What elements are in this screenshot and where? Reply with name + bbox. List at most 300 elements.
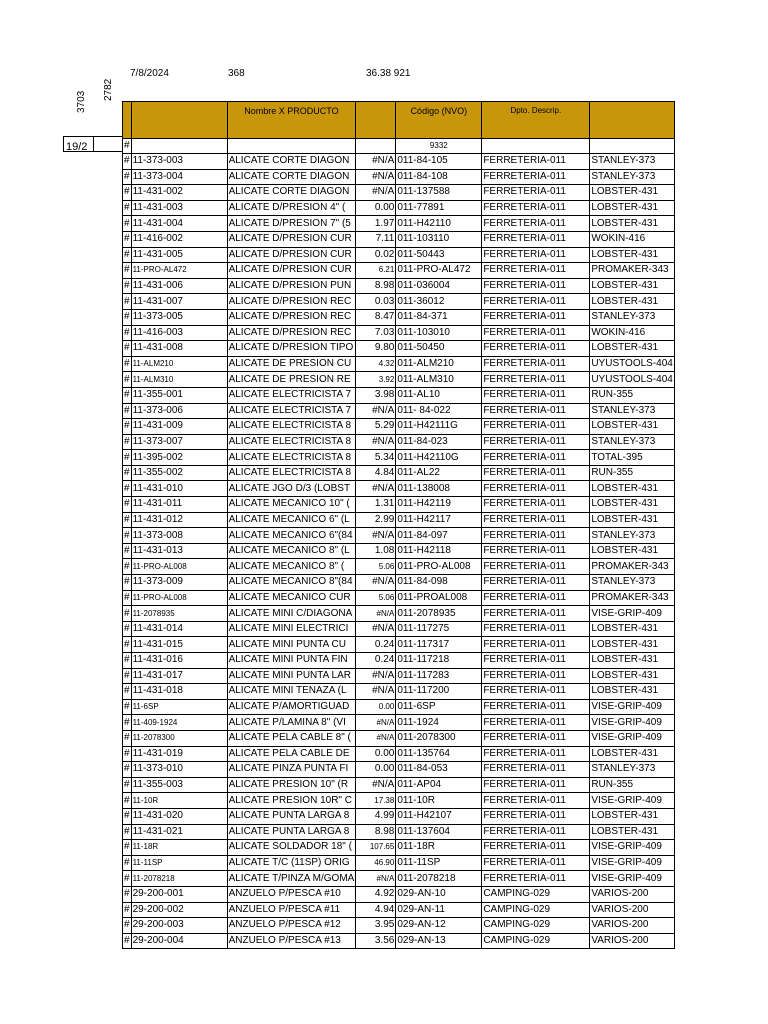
row-value: 0.00 [356,200,396,216]
row-brand: VISE-GRIP-409 [590,793,675,809]
row-hash: # [123,294,132,310]
row-value: 0.02 [356,247,396,263]
blank-cell [131,139,227,154]
row-code-nvo: 011-AL22 [396,465,482,481]
row-code-nvo: 011-36012 [396,294,482,310]
row-code: 11-355-002 [131,465,227,481]
row-value: 1.08 [356,543,396,559]
row-code-nvo: 011-84-108 [396,169,482,185]
table-row [123,715,675,731]
row-product-name: ALICATE ELECTRICISTA 8 [227,465,356,481]
row-hash: # [123,231,132,247]
row-value: 3.92 [356,372,396,388]
row-value: 5.06 [356,590,396,606]
row-code-nvo: 011-50443 [396,247,482,263]
table-row [123,684,675,700]
row-value: #N/A [356,715,396,731]
row-hash: # [123,450,132,466]
row-product-name: ANZUELO P/PESCA #12 [227,918,356,934]
row-code-nvo: 011-117317 [396,637,482,653]
row-hash: # [123,824,132,840]
row-hash: # [123,855,132,871]
row-hash: # [123,341,132,357]
row-code: 11-373-009 [131,575,227,591]
row-brand: LOBSTER-431 [590,668,675,684]
row-department: FERRETERIA-011 [482,528,590,544]
table-row [123,247,675,263]
row-department: FERRETERIA-011 [482,746,590,762]
row-product-name: ALICATE MINI PUNTA LAR [227,668,356,684]
row-code-nvo: 011-10R [396,793,482,809]
row-value: #N/A [356,777,396,793]
row-value: 0.03 [356,294,396,310]
row-code-nvo: 011-103010 [396,325,482,341]
row-value: #N/A [356,403,396,419]
table-row [123,840,675,856]
row-product-name: ANZUELO P/PESCA #11 [227,902,356,918]
table-row [123,403,675,419]
row-product-name: ALICATE MECANICO 6"(84 [227,528,356,544]
header-hash [123,102,132,139]
row-code-nvo: 011-11SP [396,855,482,871]
row-department: FERRETERIA-011 [482,715,590,731]
row-brand: VISE-GRIP-409 [590,715,675,731]
row-product-name: ANZUELO P/PESCA #13 [227,933,356,949]
row-value: #N/A [356,730,396,746]
row-product-name: ALICATE D/PRESION CUR [227,263,356,279]
row-code-nvo: 011-H42117 [396,512,482,528]
row-brand: STANLEY-373 [590,169,675,185]
row-value: 0.24 [356,637,396,653]
row-hash: # [123,918,132,934]
row-hash: # [123,169,132,185]
row-product-name: ALICATE D/PRESION REC [227,294,356,310]
row-hash: # [123,154,132,170]
row-brand: LOBSTER-431 [590,419,675,435]
row-department: FERRETERIA-011 [482,465,590,481]
row-product-name: ALICATE PRESION 10" (R [227,777,356,793]
row-product-name: ALICATE P/LAMINA 8" (VI [227,715,356,731]
table-row [123,528,675,544]
table-row [123,356,675,372]
row-product-name: ALICATE D/PRESION CUR [227,247,356,263]
row-brand: TOTAL-395 [590,450,675,466]
table-row [123,855,675,871]
row-brand: LOBSTER-431 [590,481,675,497]
table-row [123,512,675,528]
blank-code-nvo: 9332 [396,139,482,154]
row-value: #N/A [356,621,396,637]
row-department: FERRETERIA-011 [482,840,590,856]
row-brand: VISE-GRIP-409 [590,855,675,871]
row-product-name: ALICATE MECANICO CUR [227,590,356,606]
table-row [123,606,675,622]
row-code: 11-431-019 [131,746,227,762]
row-brand: LOBSTER-431 [590,497,675,513]
row-code-nvo: 011-77891 [396,200,482,216]
row-code: 11-373-010 [131,762,227,778]
row-code: 11-ALM310 [131,372,227,388]
row-code-nvo: 011-H42107 [396,808,482,824]
row-hash: # [123,621,132,637]
row-brand: LOBSTER-431 [590,653,675,669]
row-hash: # [123,777,132,793]
row-code: 11-373-005 [131,309,227,325]
row-product-name: ALICATE PUNTA LARGA 8 [227,824,356,840]
row-value: 6.21 [356,263,396,279]
row-value: #N/A [356,606,396,622]
row-code: 11-431-003 [131,200,227,216]
row-value: 4.99 [356,808,396,824]
row-hash: # [123,247,132,263]
row-product-name: ALICATE DE PRESION RE [227,372,356,388]
row-code-nvo: 011-84-053 [396,762,482,778]
row-hash: # [123,684,132,700]
row-product-name: ALICATE SOLDADOR 18" ( [227,840,356,856]
row-product-name: ALICATE MINI C/DIAGONA [227,606,356,622]
header-row [123,102,675,139]
table-row [123,762,675,778]
row-hash: # [123,512,132,528]
blank-cell [482,139,590,154]
row-code-nvo: 011-138008 [396,481,482,497]
row-code-nvo: 029-AN-13 [396,933,482,949]
row-product-name: ALICATE ELECTRICISTA 8 [227,450,356,466]
row-brand: VARIOS-200 [590,886,675,902]
row-brand: VISE-GRIP-409 [590,730,675,746]
row-code: 11-373-003 [131,154,227,170]
table-row [123,653,675,669]
row-brand: LOBSTER-431 [590,637,675,653]
row-value: 3.56 [356,933,396,949]
row-hash: # [123,200,132,216]
row-hash: # [123,387,132,403]
row-department: FERRETERIA-011 [482,668,590,684]
table-row [123,481,675,497]
row-value: 8.47 [356,309,396,325]
row-code-nvo: 011-2078935 [396,606,482,622]
row-department: FERRETERIA-011 [482,387,590,403]
row-department: FERRETERIA-011 [482,684,590,700]
row-code: 11-431-011 [131,497,227,513]
table-row [123,730,675,746]
row-brand: VISE-GRIP-409 [590,699,675,715]
row-value: #N/A [356,668,396,684]
row-code-nvo: 011-103110 [396,231,482,247]
row-hash: # [123,356,132,372]
header-department: Dpto. Descrip. [482,102,590,139]
row-product-name: ALICATE CORTE DIAGON [227,154,356,170]
row-product-name: ALICATE PINZA PUNTA FI [227,762,356,778]
row-value: #N/A [356,169,396,185]
table-row [123,169,675,185]
row-department: CAMPING-029 [482,902,590,918]
row-product-name: ALICATE MECANICO 6" (L [227,512,356,528]
row-department: CAMPING-029 [482,933,590,949]
row-brand: LOBSTER-431 [590,512,675,528]
row-product-name: ALICATE PELA CABLE DE [227,746,356,762]
blank-cell [356,139,396,154]
row-product-name: ALICATE D/PRESION PUN [227,278,356,294]
row-code-nvo: 011-18R [396,840,482,856]
row-product-name: ALICATE PELA CABLE 8" ( [227,730,356,746]
row-code-nvo: 011- 84-022 [396,403,482,419]
row-department: FERRETERIA-011 [482,278,590,294]
row-code: 11-431-008 [131,341,227,357]
row-product-name: ALICATE JGO D/3 (LOBST [227,481,356,497]
row-code-nvo: 011-50450 [396,341,482,357]
table-row [123,200,675,216]
row-code-nvo: 011-H42111G [396,419,482,435]
row-hash: # [123,902,132,918]
row-code-nvo: 011-ALM310 [396,372,482,388]
table-row [123,263,675,279]
row-brand: LOBSTER-431 [590,808,675,824]
row-code: 11-373-008 [131,528,227,544]
row-code: 11-431-018 [131,684,227,700]
row-department: FERRETERIA-011 [482,419,590,435]
table-row [123,808,675,824]
row-product-name: ALICATE MINI PUNTA CU [227,637,356,653]
row-department: FERRETERIA-011 [482,637,590,653]
table-row [123,699,675,715]
blank-hash: # [123,139,132,154]
row-department: FERRETERIA-011 [482,450,590,466]
row-department: FERRETERIA-011 [482,699,590,715]
header-brand [590,102,675,139]
row-code: 11-409-1924 [131,715,227,731]
table-row [123,668,675,684]
row-code-nvo: 011-036004 [396,278,482,294]
row-department: FERRETERIA-011 [482,653,590,669]
row-brand: RUN-355 [590,387,675,403]
row-code-nvo: 011-2078300 [396,730,482,746]
row-hash: # [123,216,132,232]
row-product-name: ALICATE CORTE DIAGON [227,169,356,185]
table-row [123,918,675,934]
row-code: 11-431-013 [131,543,227,559]
row-value: 8.98 [356,278,396,294]
row-brand: LOBSTER-431 [590,341,675,357]
row-product-name: ALICATE ELECTRICISTA 8 [227,434,356,450]
row-value: 4.94 [356,902,396,918]
row-value: 46.90 [356,855,396,871]
row-hash: # [123,278,132,294]
row-hash: # [123,559,132,575]
report-count: 368 [228,68,245,79]
row-code: 11-395-002 [131,450,227,466]
row-code: 11-431-005 [131,247,227,263]
row-code-nvo: 029-AN-10 [396,886,482,902]
row-brand: PROMAKER-343 [590,590,675,606]
row-hash: # [123,309,132,325]
row-product-name: ALICATE MINI TENAZA (L [227,684,356,700]
row-hash: # [123,762,132,778]
row-hash: # [123,575,132,591]
row-code-nvo: 011-H42118 [396,543,482,559]
row-hash: # [123,325,132,341]
row-brand: LOBSTER-431 [590,247,675,263]
table-row [123,575,675,591]
row-value: 3.95 [356,918,396,934]
row-code: 11-431-009 [131,419,227,435]
row-hash: # [123,481,132,497]
report-date: 7/8/2024 [130,68,169,79]
row-product-name: ALICATE D/PRESION REC [227,325,356,341]
table-row [123,387,675,403]
row-code: 11-431-014 [131,621,227,637]
row-code: 11-431-012 [131,512,227,528]
row-product-name: ALICATE P/AMORTIGUAD [227,699,356,715]
table-row [123,871,675,887]
row-hash: # [123,793,132,809]
row-department: FERRETERIA-011 [482,621,590,637]
row-department: FERRETERIA-011 [482,154,590,170]
row-code-nvo: 029-AN-12 [396,918,482,934]
row-product-name: ALICATE ELECTRICISTA 7 [227,387,356,403]
row-hash: # [123,497,132,513]
row-department: FERRETERIA-011 [482,434,590,450]
row-value: 0.24 [356,653,396,669]
row-product-name: ALICATE ELECTRICISTA 7 [227,403,356,419]
row-brand: VARIOS-200 [590,933,675,949]
row-department: FERRETERIA-011 [482,762,590,778]
row-product-name: ALICATE CORTE DIAGON [227,185,356,201]
table-row [123,497,675,513]
left-empty-cell [93,136,123,152]
row-hash: # [123,263,132,279]
row-code-nvo: 011-ALM210 [396,356,482,372]
row-product-name: ALICATE MECANICO 10" ( [227,497,356,513]
row-value: 5.06 [356,559,396,575]
row-hash: # [123,746,132,762]
product-table [122,101,675,949]
row-department: FERRETERIA-011 [482,169,590,185]
row-code-nvo: 011-PRO-AL008 [396,559,482,575]
row-code: 11-431-004 [131,216,227,232]
row-hash: # [123,637,132,653]
table-row [123,543,675,559]
row-department: FERRETERIA-011 [482,730,590,746]
row-code-nvo: 011-135764 [396,746,482,762]
table-row [123,746,675,762]
row-code: 11-11SP [131,855,227,871]
table-row [123,465,675,481]
table-row [123,372,675,388]
row-brand: LOBSTER-431 [590,824,675,840]
table-row [123,419,675,435]
blank-cell [227,139,356,154]
row-brand: LOBSTER-431 [590,684,675,700]
row-hash: # [123,653,132,669]
row-department: FERRETERIA-011 [482,341,590,357]
row-department: FERRETERIA-011 [482,263,590,279]
table-row [123,902,675,918]
row-product-name: ALICATE D/PRESION TIPO [227,341,356,357]
report-total: 36.38 921 [366,68,411,79]
row-code: 11-10R [131,793,227,809]
row-code-nvo: 011-84-098 [396,575,482,591]
row-department: FERRETERIA-011 [482,294,590,310]
row-code-nvo: 011-H42119 [396,497,482,513]
row-value: #N/A [356,434,396,450]
table-row [123,886,675,902]
row-code: 11-PRO-AL008 [131,559,227,575]
row-department: FERRETERIA-011 [482,247,590,263]
row-brand: LOBSTER-431 [590,200,675,216]
row-code: 11-431-015 [131,637,227,653]
row-code: 11-431-016 [131,653,227,669]
row-code-nvo: 011-117275 [396,621,482,637]
row-brand: WOKIN-416 [590,325,675,341]
row-hash: # [123,871,132,887]
row-department: FERRETERIA-011 [482,512,590,528]
row-department: FERRETERIA-011 [482,590,590,606]
row-value: 2.99 [356,512,396,528]
row-code-nvo: 011-H42110G [396,450,482,466]
row-value: #N/A [356,871,396,887]
row-product-name: ALICATE T/PINZA M/GOMA [227,871,356,887]
row-code: 11-416-003 [131,325,227,341]
row-hash: # [123,419,132,435]
row-hash: # [123,372,132,388]
row-department: FERRETERIA-011 [482,559,590,575]
row-hash: # [123,699,132,715]
row-brand: STANLEY-373 [590,154,675,170]
row-department: CAMPING-029 [482,886,590,902]
table-row [123,450,675,466]
header-product-name: Nombre X PRODUCTO [227,102,356,139]
row-product-name: ALICATE T/C (11SP) ORIG [227,855,356,871]
row-code-nvo: 029-AN-11 [396,902,482,918]
row-value: 5.29 [356,419,396,435]
row-hash: # [123,185,132,201]
row-code: 11-373-006 [131,403,227,419]
row-code-nvo: 011-84-097 [396,528,482,544]
row-value: 0.00 [356,746,396,762]
row-brand: LOBSTER-431 [590,543,675,559]
row-code-nvo: 011-PROAL008 [396,590,482,606]
row-department: FERRETERIA-011 [482,575,590,591]
row-value: 5.34 [356,450,396,466]
vertical-number-left: 3703 [76,90,87,113]
left-label-cell [63,136,94,152]
table-row [123,278,675,294]
table-row [123,294,675,310]
row-hash: # [123,933,132,949]
table-row [123,621,675,637]
row-department: FERRETERIA-011 [482,871,590,887]
row-product-name: ALICATE D/PRESION 4" ( [227,200,356,216]
row-hash: # [123,715,132,731]
row-code-nvo: 011-1924 [396,715,482,731]
row-product-name: ALICATE DE PRESION CU [227,356,356,372]
row-value: #N/A [356,528,396,544]
row-hash: # [123,840,132,856]
row-hash: # [123,668,132,684]
row-product-name: ANZUELO P/PESCA #10 [227,886,356,902]
header-code-nvo: Código (NVO) [396,102,482,139]
vertical-number-right: 2782 [103,78,114,101]
row-brand: LOBSTER-431 [590,185,675,201]
row-code-nvo: 011-84-105 [396,154,482,170]
row-department: FERRETERIA-011 [482,325,590,341]
row-value: 0.00 [356,699,396,715]
row-product-name: ALICATE MINI ELECTRICI [227,621,356,637]
row-brand: RUN-355 [590,777,675,793]
row-product-name: ALICATE PUNTA LARGA 8 [227,808,356,824]
row-value: 3.98 [356,387,396,403]
